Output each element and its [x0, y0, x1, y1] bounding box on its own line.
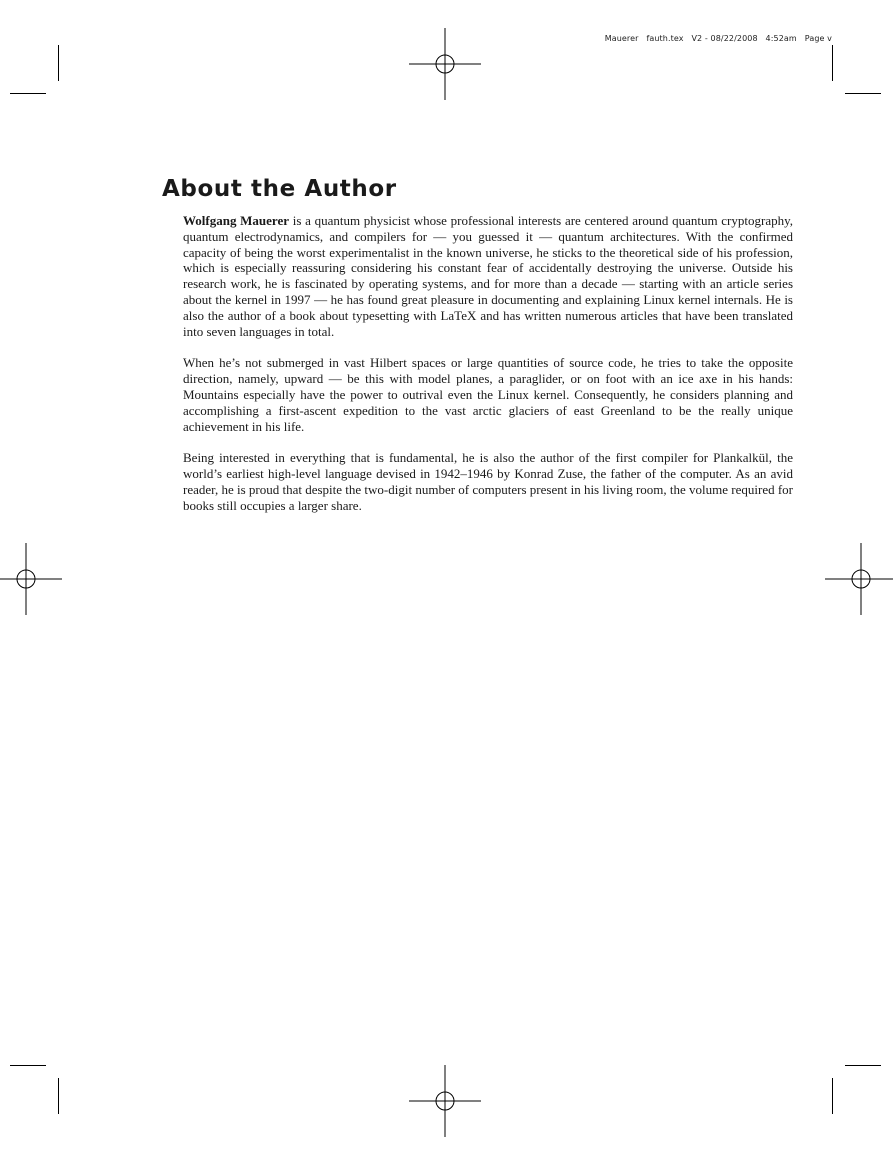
crop-mark-bottom-left-vertical: [58, 1078, 59, 1114]
crop-mark-bottom-right-horizontal: [845, 1065, 881, 1066]
crop-mark-top-right-horizontal: [845, 93, 881, 94]
registration-mark-right: [825, 543, 893, 615]
registration-target-icon: [0, 543, 62, 615]
running-header: Mauerer fauth.tex V2 - 08/22/2008 4:52am Page v: [604, 34, 832, 43]
crop-mark-bottom-left-horizontal: [10, 1065, 46, 1066]
crop-mark-bottom-right-vertical: [832, 1078, 833, 1114]
registration-target-icon: [409, 1065, 481, 1137]
author-bio: [183, 213, 793, 514]
crop-mark-top-left-horizontal: [10, 93, 46, 94]
registration-mark-left: [0, 543, 62, 615]
bio-paragraph-2: When he’s not submerged in vast Hilbert spaces or large quantities of source code, he tries to take the opposite direction, namely, upward — be this with model planes, a paraglider, or on foot with an ice axe in his hands: Mountains especially have the power to outrival even the Linux kernel. Consequently, he considers planning and accomplishing a first-ascent expedition to the vast arctic glaciers of east Greenland to be the really unique achievement in his life.: [183, 355, 793, 434]
registration-mark-bottom: [409, 1065, 481, 1137]
crop-mark-top-left-vertical: [58, 45, 59, 81]
bio-paragraph-1-text: is a quantum physicist whose professional interests are centered around quantum cryptography, quantum electrodynamics, and compilers for — you guessed it — quantum architectures. With the confirmed capacity of being the worst experimentalist in the known universe, he sticks to the theoretical side of his profession, which is especially reassuring considering his constant fear of accidentally destroying the universe. Outside his research work, he is fascinated by operating systems, and for more than a decade — starting with an article series about the kernel in 1997 — he has found great pleasure in documenting and explaining Linux kernel internals. He is also the author of a book about typesetting with LaTeX and has written numerous articles that have been translated into seven languages in total.: [183, 213, 793, 339]
bio-paragraph-3: Being interested in everything that is fundamental, he is also the author of the first compiler for Plankalkül, the world’s earliest high-level language devised in 1942–1946 by Konrad Zuse, the father of the computer. As an avid reader, he is proud that despite the two-digit number of computers present in his living room, the volume required for books still occupies a larger share.: [183, 450, 793, 513]
author-name: Wolfgang Mauerer: [183, 213, 290, 228]
bio-paragraph-1: [183, 213, 793, 339]
registration-target-icon: [409, 28, 481, 100]
registration-mark-top: [409, 28, 481, 100]
crop-mark-top-right-vertical: [832, 45, 833, 81]
registration-target-icon: [825, 543, 893, 615]
page-title: About the Author: [162, 176, 397, 202]
